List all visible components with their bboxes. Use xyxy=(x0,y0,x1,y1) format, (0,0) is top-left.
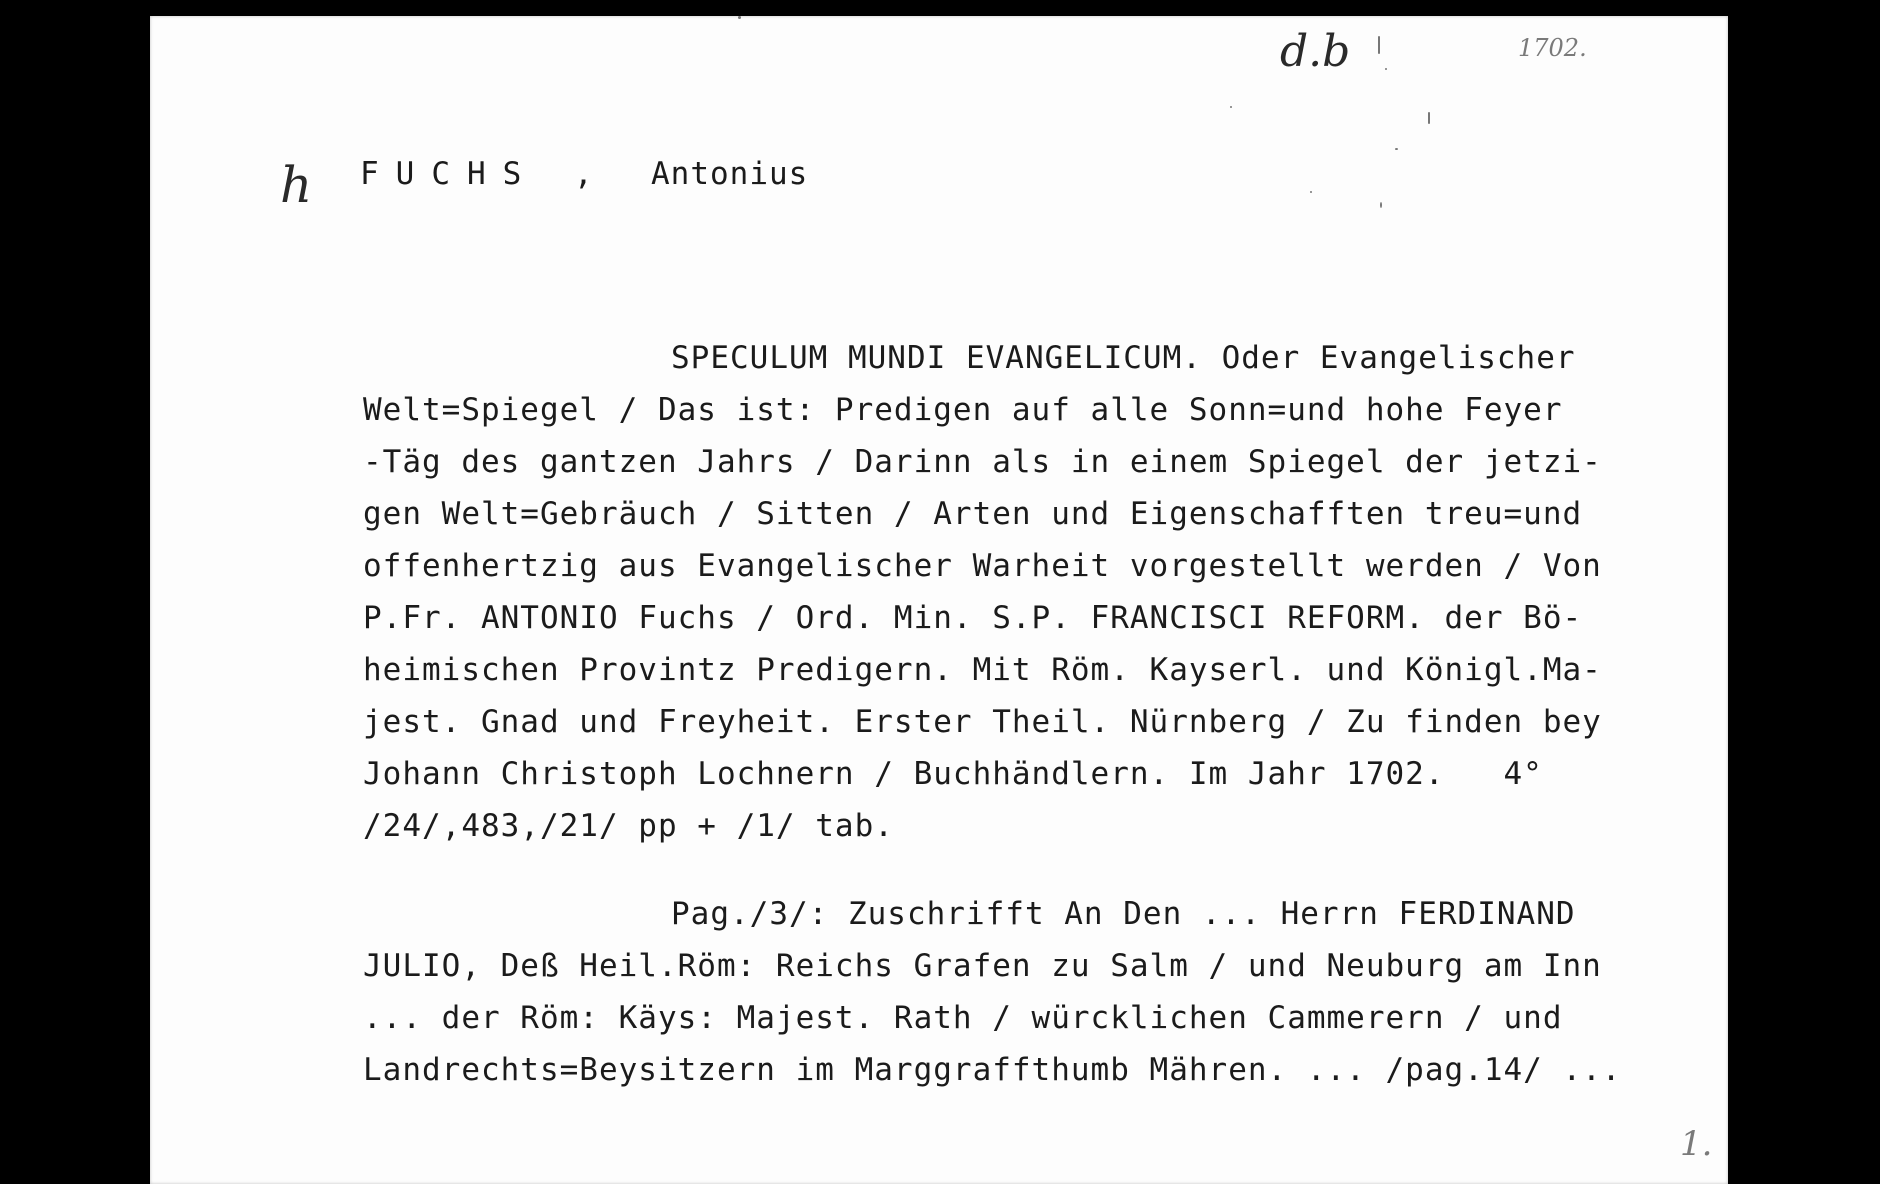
handwritten-page-number: 1. xyxy=(1680,1124,1713,1164)
title-line: offenhertzig aus Evangelischer Warheit vorgestellt werden / Von xyxy=(363,548,1602,584)
author-forename: Antonius xyxy=(651,156,809,192)
title-line: gen Welt=Gebräuch / Sitten / Arten und Eigenschafften treu=und xyxy=(363,496,1583,532)
scan-speck xyxy=(1395,148,1398,150)
handwritten-year-note: 1702. xyxy=(1518,34,1587,62)
scan-speck xyxy=(1380,202,1382,208)
scan-speck xyxy=(1378,36,1380,54)
scan-speck xyxy=(1310,191,1312,193)
title-line: Welt=Spiegel / Das ist: Predigen auf alle Sonn=und hohe Feyer xyxy=(363,392,1563,428)
catalog-card xyxy=(150,16,1728,1184)
collation-line: /24/,483,/21/ pp + /1/ tab. xyxy=(363,808,894,844)
handwritten-left-mark: h xyxy=(280,156,313,214)
title-line: Johann Christoph Lochnern / Buchhändlern. Im Jahr 1702. 4° xyxy=(363,756,1543,792)
note-line: Pag./3/: Zuschrifft An Den ... Herrn FERDINAND xyxy=(671,896,1576,932)
scan-speck xyxy=(738,16,741,19)
title-line: P.Fr. ANTONIO Fuchs / Ord. Min. S.P. FRANCISCI REFORM. der Bö- xyxy=(363,600,1583,636)
title-line: SPECULUM MUNDI EVANGELICUM. Oder Evangelischer xyxy=(671,340,1576,376)
title-line: jest. Gnad und Freyheit. Erster Theil. Nürnberg / Zu finden bey xyxy=(363,704,1602,740)
title-line: -Täg des gantzen Jahrs / Darinn als in einem Spiegel der jetzi- xyxy=(363,444,1602,480)
scan-speck xyxy=(1230,106,1232,108)
handwritten-top-mark: d.b xyxy=(1280,26,1351,77)
scan-speck xyxy=(1428,112,1430,124)
author-surname: FUCHS , xyxy=(360,156,610,192)
note-line: ... der Röm: Käys: Majest. Rath / würcklichen Cammerern / und xyxy=(363,1000,1563,1036)
note-line: JULIO, Deß Heil.Röm: Reichs Grafen zu Salm / und Neuburg am Inn xyxy=(363,948,1602,984)
title-line: heimischen Provintz Predigern. Mit Röm. Kayserl. und Königl.Ma- xyxy=(363,652,1602,688)
note-line: Landrechts=Beysitzern im Marggraffthumb Mähren. ... /pag.14/ ... xyxy=(363,1052,1622,1088)
scan-speck xyxy=(1385,68,1387,70)
